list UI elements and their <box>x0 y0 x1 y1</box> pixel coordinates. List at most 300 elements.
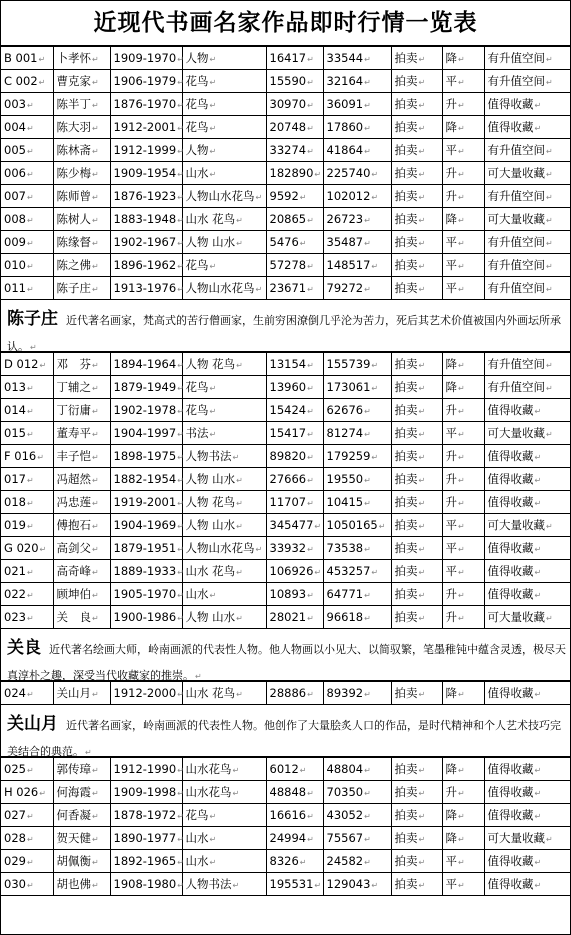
cell-trend: 升↵ <box>442 468 484 491</box>
cell-trend: 平↵ <box>442 277 484 300</box>
return-mark: ↵ <box>26 812 34 821</box>
return-mark: ↵ <box>177 407 184 416</box>
return-mark: ↵ <box>534 568 542 577</box>
table-row <box>1 353 570 376</box>
cell-genre: 花鸟↵ <box>182 70 266 93</box>
return-mark: ↵ <box>418 147 426 156</box>
cell-code: 008↵ <box>1 208 53 231</box>
cell-price-low: 16417↵ <box>266 47 323 70</box>
return-mark: ↵ <box>85 748 92 757</box>
return-mark: ↵ <box>177 78 184 87</box>
cell-advice: 可大量收藏↵ <box>484 514 570 537</box>
return-mark: ↵ <box>92 789 99 798</box>
return-mark: ↵ <box>534 476 542 485</box>
return-mark: ↵ <box>209 835 217 844</box>
return-mark: ↵ <box>364 430 371 439</box>
cell-advice: 有升值空间↵ <box>484 277 570 300</box>
return-mark: ↵ <box>307 55 314 64</box>
cell-genre: 山水 花鸟↵ <box>182 208 266 231</box>
cell-years: 1879-1951↵ <box>110 537 182 560</box>
cell-sale-type: 拍卖↵ <box>391 537 442 560</box>
return-mark: ↵ <box>418 55 426 64</box>
return-mark: ↵ <box>92 858 99 867</box>
return-mark: ↵ <box>30 343 37 352</box>
cell-sale-type: 拍卖↵ <box>391 208 442 231</box>
table-row <box>1 277 570 300</box>
cell-advice: 有升值空间↵ <box>484 70 570 93</box>
cell-price-high: 89392↵ <box>323 682 391 705</box>
return-mark: ↵ <box>307 453 314 462</box>
cell-genre: 人物书法↵ <box>182 445 266 468</box>
return-mark: ↵ <box>364 55 371 64</box>
return-mark: ↵ <box>364 407 371 416</box>
return-mark: ↵ <box>177 384 184 393</box>
table-row <box>1 185 570 208</box>
return-mark: ↵ <box>177 239 184 248</box>
return-mark: ↵ <box>458 789 465 798</box>
return-mark: ↵ <box>26 835 34 844</box>
return-mark: ↵ <box>418 881 426 890</box>
return-mark: ↵ <box>534 881 542 890</box>
return-mark: ↵ <box>534 858 542 867</box>
return-mark: ↵ <box>299 239 307 248</box>
return-mark: ↵ <box>371 193 379 202</box>
cell-trend: 升↵ <box>442 399 484 422</box>
cell-artist-name: 曹克家↵ <box>53 70 110 93</box>
cell-code: 014↵ <box>1 399 53 422</box>
cell-sale-type: 拍卖↵ <box>391 491 442 514</box>
return-mark: ↵ <box>38 78 46 87</box>
price-table <box>1 757 570 896</box>
cell-price-high: 17860↵ <box>323 116 391 139</box>
table-row <box>1 445 570 468</box>
cell-price-high: 41864↵ <box>323 139 391 162</box>
artist-bio <box>1 629 570 681</box>
cell-artist-name: 丰子恺↵ <box>53 445 110 468</box>
return-mark: ↵ <box>92 147 99 156</box>
cell-price-low: 16616↵ <box>266 804 323 827</box>
cell-price-low: 10893↵ <box>266 583 323 606</box>
return-mark: ↵ <box>418 407 426 416</box>
cell-price-low: 30970↵ <box>266 93 323 116</box>
return-mark: ↵ <box>177 124 184 133</box>
return-mark: ↵ <box>299 193 307 202</box>
cell-advice: 可大量收藏↵ <box>484 208 570 231</box>
cell-sale-type: 拍卖↵ <box>391 162 442 185</box>
return-mark: ↵ <box>92 55 99 64</box>
return-mark: ↵ <box>232 789 240 798</box>
table-row <box>1 804 570 827</box>
return-mark: ↵ <box>364 147 371 156</box>
cell-genre: 花鸟↵ <box>182 254 266 277</box>
return-mark: ↵ <box>418 361 426 370</box>
cell-years: 1912-2001↵ <box>110 116 182 139</box>
cell-years: 1908-1980↵ <box>110 873 182 896</box>
return-mark: ↵ <box>458 568 465 577</box>
return-mark: ↵ <box>534 499 542 508</box>
return-mark: ↵ <box>418 430 426 439</box>
cell-years: 1912-1990↵ <box>110 758 182 781</box>
cell-advice: 值得收藏↵ <box>484 583 570 606</box>
return-mark: ↵ <box>546 216 553 225</box>
cell-artist-name: 丁衍庸↵ <box>53 399 110 422</box>
cell-sale-type: 拍卖↵ <box>391 185 442 208</box>
cell-trend: 平↵ <box>442 873 484 896</box>
return-mark: ↵ <box>458 170 465 179</box>
cell-advice: 有升值空间↵ <box>484 353 570 376</box>
cell-genre: 人物书法↵ <box>182 873 266 896</box>
return-mark: ↵ <box>418 545 426 554</box>
cell-advice: 值得收藏↵ <box>484 850 570 873</box>
return-mark: ↵ <box>307 789 314 798</box>
table-row <box>1 537 570 560</box>
cell-sale-type: 拍卖↵ <box>391 139 442 162</box>
return-mark: ↵ <box>458 361 465 370</box>
return-mark: ↵ <box>364 858 371 867</box>
return-mark: ↵ <box>458 101 465 110</box>
return-mark: ↵ <box>458 262 465 271</box>
return-mark: ↵ <box>307 476 314 485</box>
return-mark: ↵ <box>371 453 379 462</box>
cell-price-high: 32164↵ <box>323 70 391 93</box>
return-mark: ↵ <box>92 835 99 844</box>
return-mark: ↵ <box>299 766 307 775</box>
return-mark: ↵ <box>236 690 243 699</box>
return-mark: ↵ <box>26 170 34 179</box>
cell-sale-type: 拍卖↵ <box>391 231 442 254</box>
return-mark: ↵ <box>364 124 371 133</box>
return-mark: ↵ <box>236 499 243 508</box>
cell-code: 010↵ <box>1 254 53 277</box>
cell-artist-name: 郭传璋↵ <box>53 758 110 781</box>
return-mark: ↵ <box>458 55 465 64</box>
cell-trend: 升↵ <box>442 185 484 208</box>
return-mark: ↵ <box>418 262 426 271</box>
cell-price-high: 148517↵ <box>323 254 391 277</box>
cell-trend: 升↵ <box>442 491 484 514</box>
cell-code: 004↵ <box>1 116 53 139</box>
cell-trend: 平↵ <box>442 231 484 254</box>
cell-sale-type: 拍卖↵ <box>391 606 442 629</box>
cell-price-low: 28021↵ <box>266 606 323 629</box>
cell-price-low: 33274↵ <box>266 139 323 162</box>
return-mark: ↵ <box>255 285 263 294</box>
table-row <box>1 70 570 93</box>
cell-advice: 有升值空间↵ <box>484 376 570 399</box>
return-mark: ↵ <box>26 858 34 867</box>
cell-artist-name: 董寿平↵ <box>53 422 110 445</box>
cell-price-high: 129043↵ <box>323 873 391 896</box>
return-mark: ↵ <box>92 170 99 179</box>
price-table <box>1 46 570 300</box>
table-row <box>1 468 570 491</box>
table-row <box>1 514 570 537</box>
cell-trend: 降↵ <box>442 376 484 399</box>
return-mark: ↵ <box>236 239 243 248</box>
cell-advice: 有升值空间↵ <box>484 47 570 70</box>
return-mark: ↵ <box>546 170 553 179</box>
cell-years: 1882-1954↵ <box>110 468 182 491</box>
cell-years: 1902-1978↵ <box>110 399 182 422</box>
return-mark: ↵ <box>534 101 542 110</box>
return-mark: ↵ <box>26 614 34 623</box>
cell-code: B 001↵ <box>1 47 53 70</box>
return-mark: ↵ <box>364 216 371 225</box>
return-mark: ↵ <box>314 881 322 890</box>
table-row <box>1 399 570 422</box>
return-mark: ↵ <box>418 835 426 844</box>
cell-genre: 人物山水花鸟↵ <box>182 537 266 560</box>
return-mark: ↵ <box>92 124 99 133</box>
return-mark: ↵ <box>209 384 217 393</box>
return-mark: ↵ <box>458 193 465 202</box>
cell-sale-type: 拍卖↵ <box>391 376 442 399</box>
bio-text: 近代著名画家，梵高式的苦行僧画家，生前穷困潦倒几乎沦为苦力，死后其艺术价值被国内外画坛所承认。 <box>7 314 561 353</box>
return-mark: ↵ <box>458 384 465 393</box>
return-mark: ↵ <box>307 124 314 133</box>
return-mark: ↵ <box>26 430 34 439</box>
return-mark: ↵ <box>209 78 217 87</box>
cell-genre: 山水↵ <box>182 850 266 873</box>
return-mark: ↵ <box>364 690 371 699</box>
return-mark: ↵ <box>418 193 426 202</box>
return-mark: ↵ <box>534 789 542 798</box>
return-mark: ↵ <box>534 812 542 821</box>
return-mark: ↵ <box>307 499 314 508</box>
cell-code: 013↵ <box>1 376 53 399</box>
return-mark: ↵ <box>209 55 217 64</box>
table-section <box>1 46 570 300</box>
return-mark: ↵ <box>546 193 553 202</box>
cell-trend: 升↵ <box>442 606 484 629</box>
cell-trend: 平↵ <box>442 514 484 537</box>
return-mark: ↵ <box>92 690 99 699</box>
document-body <box>1 46 570 896</box>
return-mark: ↵ <box>418 124 426 133</box>
return-mark: ↵ <box>177 216 184 225</box>
cell-trend: 降↵ <box>442 682 484 705</box>
cell-price-low: 6012↵ <box>266 758 323 781</box>
cell-years: 1905-1970↵ <box>110 583 182 606</box>
return-mark: ↵ <box>458 591 465 600</box>
cell-genre: 山水花鸟↵ <box>182 781 266 804</box>
return-mark: ↵ <box>299 858 307 867</box>
return-mark: ↵ <box>371 568 379 577</box>
return-mark: ↵ <box>92 568 99 577</box>
artist-bio <box>1 705 570 757</box>
cell-artist-name: 冯超然↵ <box>53 468 110 491</box>
cell-advice: 可大量收藏↵ <box>484 606 570 629</box>
cell-price-high: 173061↵ <box>323 376 391 399</box>
return-mark: ↵ <box>307 384 314 393</box>
cell-genre: 山水↵ <box>182 162 266 185</box>
cell-artist-name: 傅抱石↵ <box>53 514 110 537</box>
return-mark: ↵ <box>26 766 34 775</box>
bio-artist-name: 关良 <box>7 638 41 658</box>
return-mark: ↵ <box>92 239 99 248</box>
return-mark: ↵ <box>364 614 371 623</box>
cell-genre: 人物 山水↵ <box>182 231 266 254</box>
return-mark: ↵ <box>92 193 99 202</box>
cell-advice: 值得收藏↵ <box>484 873 570 896</box>
table-row <box>1 781 570 804</box>
return-mark: ↵ <box>177 789 184 798</box>
cell-sale-type: 拍卖↵ <box>391 277 442 300</box>
return-mark: ↵ <box>534 766 542 775</box>
cell-sale-type: 拍卖↵ <box>391 93 442 116</box>
return-mark: ↵ <box>534 591 542 600</box>
cell-price-high: 62676↵ <box>323 399 391 422</box>
cell-genre: 人物 山水↵ <box>182 468 266 491</box>
cell-artist-name: 陈树人↵ <box>53 208 110 231</box>
return-mark: ↵ <box>92 407 99 416</box>
cell-code: 011↵ <box>1 277 53 300</box>
cell-trend: 降↵ <box>442 208 484 231</box>
return-mark: ↵ <box>236 216 243 225</box>
return-mark: ↵ <box>26 384 34 393</box>
return-mark: ↵ <box>364 101 371 110</box>
cell-code: 015↵ <box>1 422 53 445</box>
table-row <box>1 560 570 583</box>
table-row <box>1 208 570 231</box>
table-row <box>1 827 570 850</box>
return-mark: ↵ <box>92 881 99 890</box>
return-mark: ↵ <box>92 476 99 485</box>
cell-genre: 花鸟↵ <box>182 376 266 399</box>
price-table <box>1 681 570 705</box>
cell-price-low: 27666↵ <box>266 468 323 491</box>
cell-price-high: 102012↵ <box>323 185 391 208</box>
return-mark: ↵ <box>209 124 217 133</box>
cell-code: 006↵ <box>1 162 53 185</box>
return-mark: ↵ <box>232 881 240 890</box>
return-mark: ↵ <box>177 499 184 508</box>
return-mark: ↵ <box>307 285 314 294</box>
artist-bio <box>1 300 570 352</box>
cell-code: 003↵ <box>1 93 53 116</box>
cell-code: 029↵ <box>1 850 53 873</box>
cell-advice: 有升值空间↵ <box>484 231 570 254</box>
cell-sale-type: 拍卖↵ <box>391 804 442 827</box>
return-mark: ↵ <box>92 812 99 821</box>
cell-trend: 平↵ <box>442 422 484 445</box>
return-mark: ↵ <box>371 170 379 179</box>
cell-genre: 花鸟↵ <box>182 399 266 422</box>
cell-trend: 降↵ <box>442 804 484 827</box>
return-mark: ↵ <box>39 789 46 798</box>
return-mark: ↵ <box>92 430 99 439</box>
cell-artist-name: 何香凝↵ <box>53 804 110 827</box>
cell-artist-name: 陈之佛↵ <box>53 254 110 277</box>
bio-text: 近代著名绘画大师，岭南画派的代表性人物。他人物画以小见大、以简驭繁，笔墨稚钝中蕴含灵透，极尽天真淳朴之趣，深受当代收藏家的推崇。 <box>7 643 566 682</box>
return-mark: ↵ <box>92 361 99 370</box>
cell-genre: 书法↵ <box>182 422 266 445</box>
return-mark: ↵ <box>26 690 34 699</box>
cell-trend: 降↵ <box>442 47 484 70</box>
return-mark: ↵ <box>92 101 99 110</box>
cell-advice: 有升值空间↵ <box>484 185 570 208</box>
return-mark: ↵ <box>236 614 243 623</box>
return-mark: ↵ <box>92 78 99 87</box>
return-mark: ↵ <box>458 147 465 156</box>
document-title: 近现代书画名家作品即时行情一览表 <box>1 1 570 46</box>
return-mark: ↵ <box>177 170 184 179</box>
return-mark: ↵ <box>26 262 34 271</box>
table-row <box>1 116 570 139</box>
return-mark: ↵ <box>418 170 426 179</box>
cell-advice: 可大量收藏↵ <box>484 827 570 850</box>
cell-trend: 升↵ <box>442 781 484 804</box>
return-mark: ↵ <box>458 881 465 890</box>
cell-code: 021↵ <box>1 560 53 583</box>
return-mark: ↵ <box>534 453 542 462</box>
bio-text: 近代著名画家，岭南画派的代表性人物。他创作了大量脍炙人口的作品，是时代精神和个人艺术技巧完美结合的典范。 <box>7 719 561 758</box>
cell-genre: 人物 山水↵ <box>182 514 266 537</box>
cell-trend: 平↵ <box>442 139 484 162</box>
cell-trend: 升↵ <box>442 583 484 606</box>
cell-code: F 016↵ <box>1 445 53 468</box>
cell-code: 024↵ <box>1 682 53 705</box>
cell-sale-type: 拍卖↵ <box>391 254 442 277</box>
cell-artist-name: 顾坤伯↵ <box>53 583 110 606</box>
cell-advice: 值得收藏↵ <box>484 682 570 705</box>
cell-artist-name: 关山月↵ <box>53 682 110 705</box>
return-mark: ↵ <box>177 690 184 699</box>
return-mark: ↵ <box>458 835 465 844</box>
cell-genre: 人物 花鸟↵ <box>182 491 266 514</box>
cell-genre: 花鸟↵ <box>182 116 266 139</box>
cell-price-low: 89820↵ <box>266 445 323 468</box>
return-mark: ↵ <box>177 835 184 844</box>
return-mark: ↵ <box>458 78 465 87</box>
return-mark: ↵ <box>209 170 217 179</box>
return-mark: ↵ <box>39 545 47 554</box>
table-row <box>1 682 570 705</box>
cell-code: 017↵ <box>1 468 53 491</box>
cell-genre: 花鸟↵ <box>182 804 266 827</box>
return-mark: ↵ <box>418 591 426 600</box>
return-mark: ↵ <box>177 858 184 867</box>
cell-code: C 002↵ <box>1 70 53 93</box>
cell-trend: 降↵ <box>442 758 484 781</box>
cell-years: 1909-1998↵ <box>110 781 182 804</box>
return-mark: ↵ <box>26 522 34 531</box>
table-row <box>1 47 570 70</box>
return-mark: ↵ <box>177 568 184 577</box>
return-mark: ↵ <box>546 430 553 439</box>
return-mark: ↵ <box>418 614 426 623</box>
cell-artist-name: 陈大羽↵ <box>53 116 110 139</box>
cell-price-high: 75567↵ <box>323 827 391 850</box>
return-mark: ↵ <box>307 591 314 600</box>
cell-price-high: 155739↵ <box>323 353 391 376</box>
return-mark: ↵ <box>255 545 263 554</box>
return-mark: ↵ <box>418 101 426 110</box>
return-mark: ↵ <box>177 591 184 600</box>
cell-code: 018↵ <box>1 491 53 514</box>
return-mark: ↵ <box>177 476 184 485</box>
table-row <box>1 422 570 445</box>
return-mark: ↵ <box>458 522 465 531</box>
cell-advice: 值得收藏↵ <box>484 537 570 560</box>
cell-sale-type: 拍卖↵ <box>391 827 442 850</box>
table-row <box>1 491 570 514</box>
return-mark: ↵ <box>364 239 371 248</box>
cell-price-high: 225740↵ <box>323 162 391 185</box>
cell-price-low: 5476↵ <box>266 231 323 254</box>
return-mark: ↵ <box>92 499 99 508</box>
cell-sale-type: 拍卖↵ <box>391 560 442 583</box>
